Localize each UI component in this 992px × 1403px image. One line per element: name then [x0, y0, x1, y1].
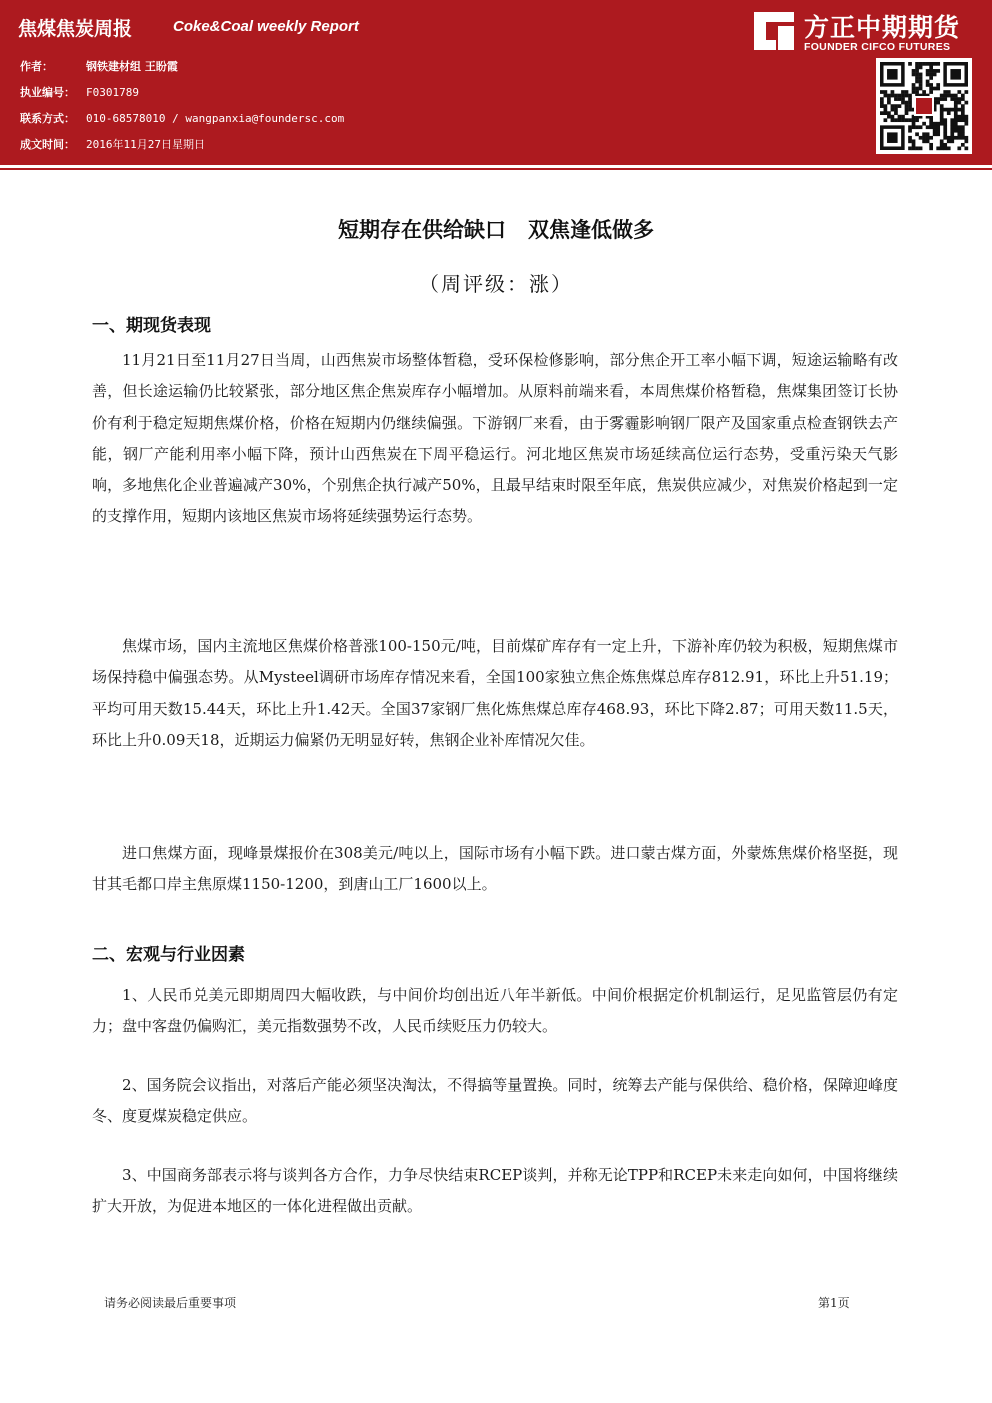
meta-author: [20, 58, 178, 74]
section-heading-macro: 二、宏观与行业因素: [92, 945, 245, 965]
meta-license: [20, 84, 139, 100]
section-heading-market: 一、期现货表现: [92, 316, 211, 336]
meta-date: [20, 136, 205, 152]
meta-contact-value: 010-68578010 / wangpanxia@foundersc.com: [86, 112, 345, 125]
paragraph: 1、人民币兑美元即期周四大幅收跌，与中间价均创出近八年半新低。中间价根据定价机制运行，足见监管层仍有定力；盘中客盘仍偏购汇，美元指数强势不改，人民币续贬压力仍较大。: [92, 986, 898, 1036]
document-title: 短期存在供给缺口 双焦逢低做多: [338, 218, 654, 242]
page-number: 第1页: [818, 1296, 850, 1310]
founder-logo-icon: [752, 10, 796, 52]
paragraph: 2、国务院会议指出，对落后产能必须坚决淘汰，不得搞等量置换。同时，统筹去产能与保供给、稳价格，保障迎峰度冬、度夏煤炭稳定供应。: [92, 1076, 898, 1126]
meta-contact: [20, 110, 344, 126]
company-logo: [752, 8, 980, 56]
logo-text-cn: 方正中期期货: [804, 13, 961, 42]
qr-code-icon: [876, 58, 972, 154]
report-header: [0, 0, 992, 165]
meta-contact-label: 联系方式：: [20, 112, 75, 125]
logo-text-en: FOUNDER CIFCO FUTURES: [804, 41, 951, 53]
meta-license-label: 执业编号：: [20, 86, 75, 99]
meta-date-value: 2016年11月27日星期日: [86, 138, 205, 151]
footer-notice: 请务必阅读最后重要事项: [104, 1296, 237, 1310]
meta-author-value: 钢铁建材组 王盼霞: [86, 60, 178, 73]
weekly-rating: （周评级：涨）: [419, 272, 573, 296]
paragraph: 焦煤市场，国内主流地区焦煤价格普涨100-150元/吨，目前煤矿库存有一定上升，下游补库仍较为积极，短期焦煤市场保持稳中偏强态势。从Mysteel调研市场库存情况来看，全国100家独立焦企炼焦煤总库存812.91，环比上升51.19；平均可用天数15.44天，环比上升1.42天。全国37家钢厂焦化炼焦煤总库存468.93，环比下降2.87；可用天数11.5天，环比上升0.09天18，近期运力偏紧仍无明显好转，焦钢企业补库情况欠佳。: [92, 637, 898, 749]
paragraph: 3、中国商务部表示将与谈判各方合作，力争尽快结束RCEP谈判，并称无论TPP和RCEP未来走向如何，中国将继续扩大开放，为促进本地区的一体化进程做出贡献。: [92, 1166, 898, 1216]
report-title-en: Coke&Coal weekly Report: [173, 18, 359, 35]
paragraph: 11月21日至11月27日当周，山西焦炭市场整体暂稳，受环保检修影响，部分焦企开工率小幅下调，短途运输略有改善，但长途运输仍比较紧张，部分地区焦企焦炭库存小幅增加。从原料前端来看，本周焦煤价格暂稳，焦煤集团签订长协价有利于稳定短期焦煤价格，价格在短期内仍继续偏强。下游钢厂来看，由于雾霾影响钢厂限产及国家重点检查钢铁去产能，钢厂产能利用率小幅下降，预计山西焦炭在下周平稳运行。河北地区焦炭市场延续高位运行态势，受重污染天气影响，多地焦化企业普遍减产30%，个别焦企执行减产50%，且最早结束时限至年底，焦炭供应减少，对焦炭价格起到一定的支撑作用，短期内该地区焦炭市场将延续强势运行态势。: [92, 351, 898, 526]
meta-license-value: F0301789: [86, 86, 139, 99]
report-title-cn: 焦煤焦炭周报: [18, 18, 133, 40]
meta-author-label: 作者：: [20, 60, 53, 73]
paragraph: 进口焦煤方面，现峰景煤报价在308美元/吨以上，国际市场有小幅下跌。进口蒙古煤方面，外蒙炼焦煤价格坚挺，现甘其毛都口岸主焦原煤1150-1200，到唐山工厂1600以上。: [92, 844, 898, 894]
header-divider-line: [0, 168, 992, 170]
meta-date-label: 成文时间：: [20, 138, 75, 151]
